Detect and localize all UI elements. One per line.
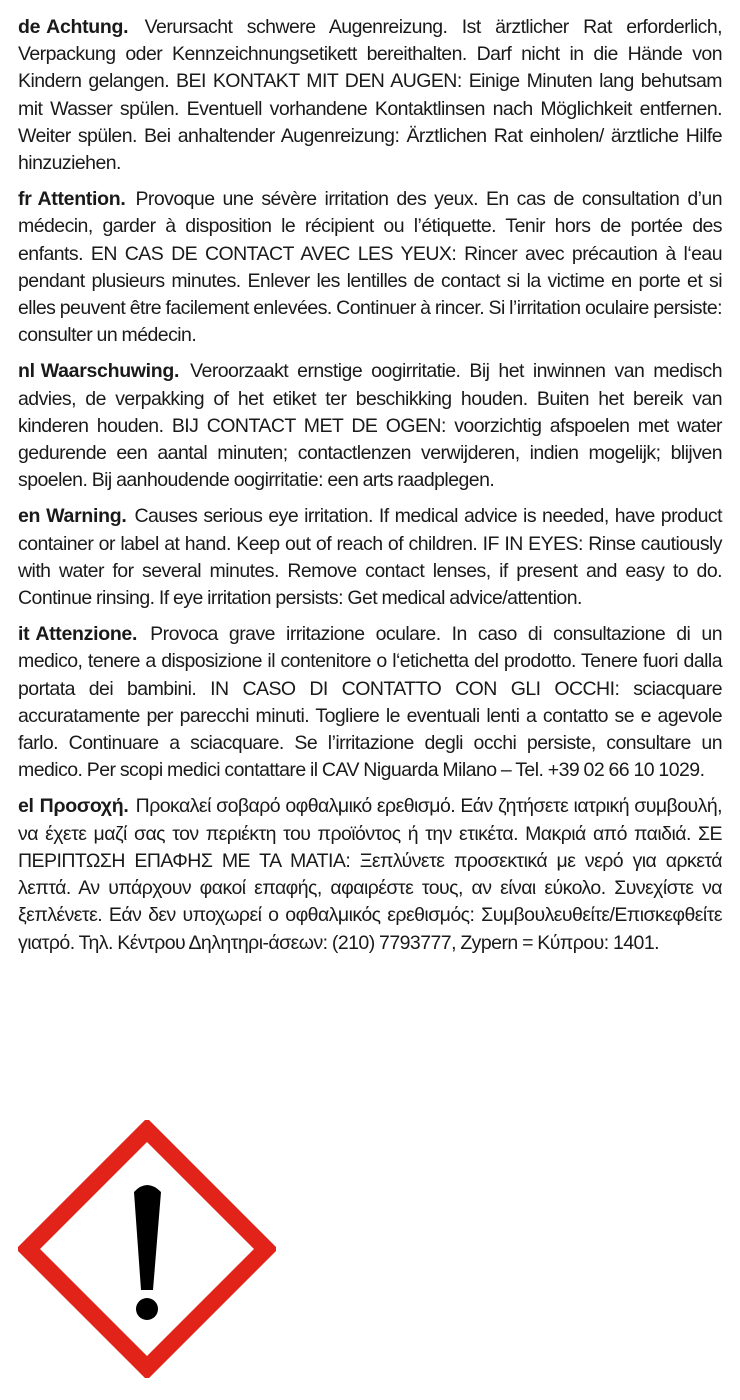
signal-word: Achtung.: [46, 16, 129, 38]
safety-text: [18, 14, 722, 966]
signal-word: Προσοχή.: [39, 795, 129, 818]
language-code: el: [18, 795, 34, 818]
exclamation-dot: [136, 1298, 158, 1320]
language-code: fr: [18, 188, 32, 211]
signal-word: Waarschuwing.: [40, 360, 180, 383]
section-de: [18, 14, 722, 177]
section-text: Causes serious eye irritation. If medical advice is needed, have product container or label at hand. Keep out of reach of children. IF IN EYES: Rinse cautiously with water for several minutes. Remove contact lenses, if present and easy to do. Continue rinsing. If eye irritation persists: Get medical advice/attention.: [18, 505, 722, 610]
section-el: [18, 793, 722, 956]
section-text: Verursacht schwere Augenreizung. Ist ärztlicher Rat erforderlich, Verpackung oder Kennzeichnungsetikett bereithalten. Darf nicht in die Hände von Kindern gelangen. BEI KONTAKT MIT DEN AUGEN: Einige Minuten lang behutsam mit Wasser spülen. Eventuell vorhandene Kontaktlinsen nach Möglichkeit entfernen. Weiter spülen. Bei anhaltender Augenreizung: Ärztlichen Rat einholen/ ärztliche Hilfe hinzuziehen.: [18, 16, 722, 175]
section-fr: [18, 186, 722, 349]
section-en: [18, 503, 722, 612]
language-code: it: [18, 623, 30, 646]
section-text: Προκαλεί σοβαρό οφθαλμικό ερεθισμό. Εάν ζητήσετε ιατρική συμβουλή, να έχετε μαζί σας τον περιέκτη του προϊόντος ή την ετικέτα. Μακριά από παιδιά. ΣΕ ΠΕΡΙΠΤΩΣΗ ΕΠΑΦΗΣ ΜΕ ΤΑ ΜΑΤΙΑ: Ξεπλύνετε προσεκτικά με νερό για αρκετά λεπτά. Αν υπάρχουν φακοί επαφής, αφαιρέστε τους, αν είναι εύκολο. Συνεχίστε να ξεπλένετε. Εάν δεν υποχωρεί ο οφθαλμικός ερεθισμός: Συμβουλευθείτε/Επισκεφθείτε γιατρό. Τηλ. Κέντρου Δηλητηρι-άσεων: (210) 7793777, Zypern = Κύπρου: 1401.: [18, 795, 722, 954]
language-code: nl: [18, 360, 35, 383]
section-text: Provoca grave irritazione oculare. In caso di consultazione di un medico, tenere a disposizione il contenitore o l‘etichetta del prodotto. Tenere fuori dalla portata dei bambini. IN CASO DI CONTATTO CON GLI OCCHI: sciacquare accuratamente per parecchi minuti. Togliere le eventuali lenti a contatto se e agevole farlo. Continuare a sciacquare. Se l’irritazione degli occhi persiste, consultare un medico. Per scopi medici contattare il CAV Niguarda Milano – Tel. +39 02 66 10 1029.: [18, 623, 722, 782]
section-text: Provoque une sévère irritation des yeux. En cas de consultation d’un médecin, garder à disposition le récipient ou l’étiquette. Tenir hors de portée des enfants. EN CAS DE CONTACT AVEC LES YEUX: Rincer avec précaution à l‘eau pendant plusieurs minutes. Enlever les lentilles de contact si la victime en porte et si elles peuvent être facilement enlevées. Continuer à rincer. Si l’irritation oculaire persiste: consulter un médecin.: [18, 188, 722, 347]
language-code: en: [18, 505, 41, 528]
section-nl: [18, 358, 722, 494]
section-it: [18, 621, 722, 784]
ghs07-exclamation-mark-icon: [18, 1120, 276, 1378]
signal-word: Attenzione.: [35, 623, 138, 646]
language-code: de: [18, 16, 41, 38]
signal-word: Attention.: [37, 188, 126, 211]
section-text: Veroorzaakt ernstige oogirritatie. Bij het inwinnen van medisch advies, de verpakking of het etiket ter beschikking houden. Buiten het bereik van kinderen houden. BIJ CONTACT MET DE OGEN: voorzichtig afspoelen met water gedurende een aantal minuten; contactlenzen verwijderen, indien mogelijk; blijven spoelen. Bij aanhoudende oogirritatie: een arts raadplegen.: [18, 360, 722, 492]
signal-word: Warning.: [46, 505, 127, 528]
